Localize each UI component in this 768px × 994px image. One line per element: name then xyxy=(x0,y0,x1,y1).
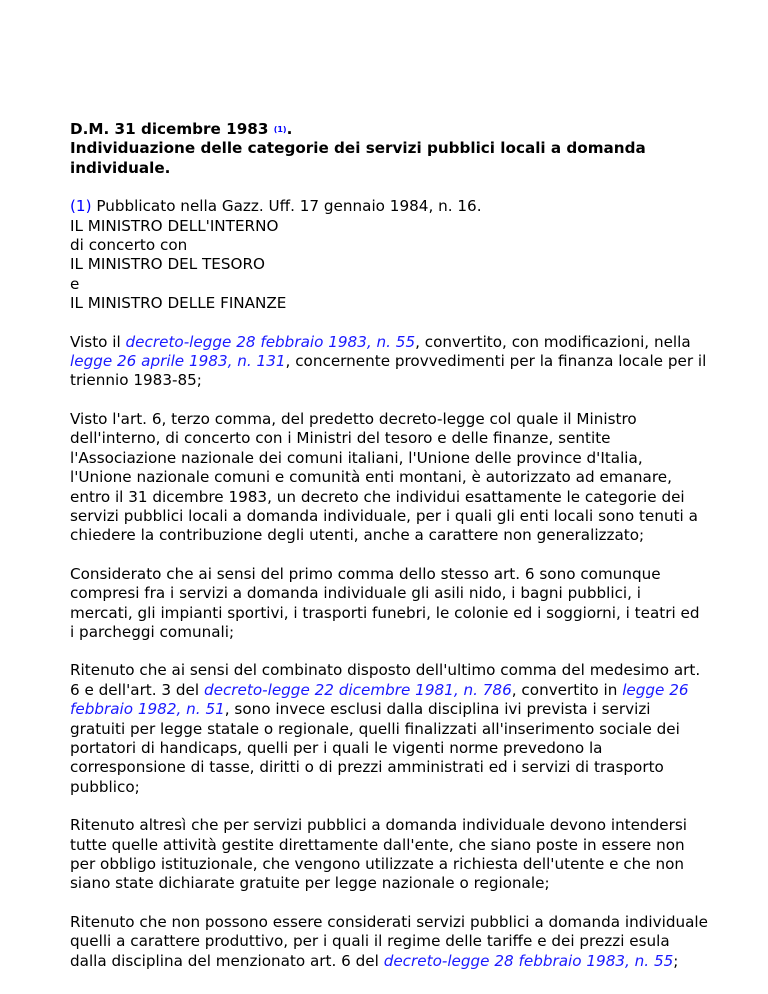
footnote-marker-link[interactable]: (1) xyxy=(70,197,92,216)
paragraph-text: , sono invece esclusi dalla disciplina ivi prevista i servizi gratuiti per legge statale o regionale, quelli finalizzati all'inserimento sociale dei portatori di handicaps, quelli per i quali le vigenti norme prevedono la corresponsione di tasse, diritti o di prezzi amministrati ed i servizi di trasporto pubblico; xyxy=(70,700,680,796)
title-decree-date: D.M. 31 dicembre 1983 xyxy=(70,120,274,138)
issuer-line: IL MINISTRO DELLE FINANZE xyxy=(70,294,287,313)
paragraph-text: ; xyxy=(673,951,679,970)
title-footnote-link[interactable]: (1) xyxy=(273,125,287,134)
issuer-line: di concerto con xyxy=(70,236,188,255)
paragraph-text: Ritenuto che non possono essere considerati servizi pubblici a domanda individuale quelli a carattere produttivo, per i quali il regime delle tariffe e dei prezzi esula dalla disciplina del menzionato art. 6 del xyxy=(70,912,708,970)
document-title xyxy=(70,120,708,178)
intro-block xyxy=(70,197,708,313)
paragraph-ritenuto-produttivo xyxy=(70,913,708,971)
title-period: . xyxy=(286,120,293,138)
paragraph-visto-decreto xyxy=(70,333,708,391)
law-link[interactable]: decreto-legge 28 febbraio 1983, n. 55 xyxy=(125,332,416,351)
paragraph-ritenuto-altresi: Ritenuto altresì che per servizi pubblici a domanda individuale devono intendersi tutte quelle attività gestite direttamente dall'ente, che siano poste in essere non per obbligo istituzionale, che vengono utilizzate a richiesta dell'utente e che non siano state dichiarate gratuite per legge nazionale o regionale; xyxy=(70,816,687,893)
issuer-line: e xyxy=(70,274,80,293)
law-link[interactable]: decreto-legge 28 febbraio 1983, n. 55 xyxy=(383,951,674,970)
paragraph-visto-art6: Visto l'art. 6, terzo comma, del predetto decreto-legge col quale il Ministro dell'interno, di concerto con i Ministri del tesoro e delle finanze, sentite l'Associazione nazionale dei comuni italiani, l'Unione delle province d'Italia, l'Unione nazionale comuni e comunità enti montani, è autorizzato ad emanare, entro il 31 dicembre 1983, un decreto che individui esattamente le categorie dei servizi pubblici locali a domanda individuale, per i quali gli enti locali sono tenuti a chiedere la contribuzione degli utenti, anche a carattere non generalizzato; xyxy=(70,409,698,545)
paragraph-text: , concernente provvedimenti per la finanza locale per il triennio 1983-85; xyxy=(70,352,707,390)
title-subject: Individuazione delle categorie dei servizi pubblici locali a domanda individuale. xyxy=(70,139,646,177)
paragraph-text: Visto il xyxy=(70,332,126,351)
law-link[interactable]: decreto-legge 22 dicembre 1981, n. 786 xyxy=(203,680,512,699)
paragraph-ritenuto-esclusi xyxy=(70,661,708,797)
paragraph-text: , convertito in xyxy=(511,680,623,699)
footnote-text: Pubblicato nella Gazz. Uff. 17 gennaio 1984, n. 16. xyxy=(91,197,482,216)
footnote-line xyxy=(70,197,708,216)
issuer-line: IL MINISTRO DELL'INTERNO xyxy=(70,216,279,235)
law-link[interactable]: legge 26 aprile 1983, n. 131 xyxy=(70,352,286,371)
law-link[interactable]: legge 26 febbraio 1982, n. 51 xyxy=(70,680,689,719)
paragraph-text: Ritenuto che ai sensi del combinato disposto dell'ultimo comma del medesimo art. 6 e dell'art. 3 del xyxy=(70,661,701,699)
issuer-line: IL MINISTRO DEL TESORO xyxy=(70,255,265,274)
paragraph-text: , convertito, con modificazioni, nella xyxy=(415,332,691,351)
paragraph-considerato: Considerato che ai sensi del primo comma dello stesso art. 6 sono comunque compresi fra i servizi a domanda individuale gli asili nido, i bagni pubblici, i mercati, gli impianti sportivi, i trasporti funebri, le colonie ed i soggiorni, i teatri ed i parcheggi comunali; xyxy=(70,564,700,641)
